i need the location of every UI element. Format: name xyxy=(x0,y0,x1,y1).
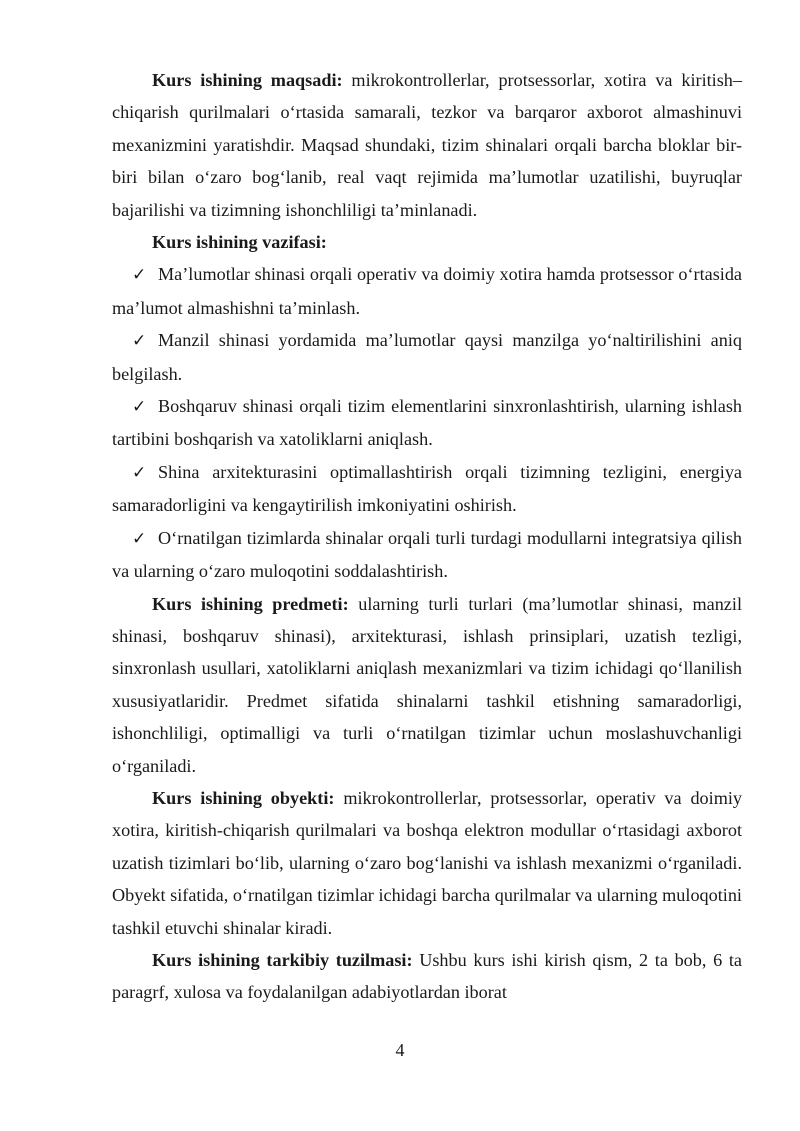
bullet-text: O‘rnatilgan tizimlarda shinalar orqali turli turdagi modullarni integratsiya qilish va ularning o‘zaro muloqotini soddalashtirish. xyxy=(112,527,742,582)
bullet-text: Shina arxitekturasini optimallashtirish orqali tizimning tezligini, energiya samaradorligini va kengaytirilish imkoniyatini oshirish. xyxy=(112,461,742,516)
paragraph-obyekti xyxy=(112,782,742,944)
checkmark-icon: ✓ xyxy=(132,331,147,352)
bullet-item xyxy=(112,522,742,588)
bullet-text: Manzil shinasi yordamida ma’lumotlar qaysi manzilga yo‘naltirilishini aniq belgilash. xyxy=(112,330,742,384)
bullet-text: Ma’lumotlar shinasi orqali operativ va doimiy xotira hamda protsessor o‘rtasida ma’lumot almashishni ta’minlash. xyxy=(112,264,742,318)
paragraph-lead: Kurs ishining predmeti: xyxy=(152,593,349,614)
paragraph-maqsadi xyxy=(112,64,742,226)
paragraph-text: mikrokontrollerlar, protsessorlar, operativ va doimiy xotira, kiritish-chiqarish qurilmalari va boshqa elektron modullar o‘rtasidagi axborot uzatish tizimlari bo‘lib, ularning o‘zaro bog‘lanishi va ishlash mexanizmi o‘rganiladi. Obyekt sifatida, o‘rnatilgan tizimlar ichidagi barcha qurilmalar va ularning muloqotini tashkil etuvchi shinalar kiradi. xyxy=(112,787,742,938)
bullet-item xyxy=(112,258,742,324)
bullet-item xyxy=(112,324,742,390)
checkmark-icon: ✓ xyxy=(132,462,147,483)
bullet-item xyxy=(112,390,742,456)
paragraph-vazifasi-heading: Kurs ishining vazifasi: xyxy=(152,232,327,253)
checkmark-icon: ✓ xyxy=(132,528,147,549)
document-page xyxy=(112,64,742,1009)
paragraph-tarkibiy xyxy=(112,944,742,1009)
bullet-text: Boshqaruv shinasi orqali tizim elementlarini sinxronlashtirish, ularning ishlash tartibini boshqarish va xatoliklarni aniqlash. xyxy=(112,396,742,450)
bullet-item xyxy=(112,456,742,522)
checkmark-icon: ✓ xyxy=(132,397,147,418)
paragraph-lead: Kurs ishining tarkibiy tuzilmasi: xyxy=(152,949,413,970)
page-number: 4 xyxy=(395,1040,405,1060)
paragraph-text: Ushbu kurs ishi kirish qism, 2 ta bob, 6 ta paragrf, xulosa va foydalanilgan adabiyotlardan iborat xyxy=(112,949,742,1003)
paragraph-text: mikrokontrollerlar, protsessorlar, xotira va kiritish–chiqarish qurilmalari o‘rtasida samarali, tezkor va barqaror axborot almashinuvi mexanizmini yaratishdir. Maqsad shundaki, tizim shinalari orqali barcha bloklar bir-biri bilan o‘zaro bog‘lanib, real vaqt rejimida ma’lumotlar uzatilishi, buyruqlar bajarilishi va tizimning ishonchliligi ta’minlanadi. xyxy=(112,70,742,220)
paragraph-lead: Kurs ishining obyekti: xyxy=(152,787,335,808)
paragraph-predmeti xyxy=(112,588,742,782)
checkmark-icon: ✓ xyxy=(132,265,147,286)
paragraph-lead: Kurs ishining maqsadi: xyxy=(152,70,343,90)
paragraph-text: ularning turli turlari (ma’lumotlar shinasi, manzil shinasi, boshqaruv shinasi), arxitekturasi, ishlash prinsiplari, uzatish tezligi, sinxronlash usullari, xatoliklarni aniqlash mexanizmlari va tizim ichidagi qo‘llanilish xususiyatlaridir. Predmet sifatida shinalarni tashkil etishning samaradorligi, ishonchliligi, optimalligi va turli o‘rnatilgan tizimlar uchun moslashuvchanligi o‘rganiladi. xyxy=(112,593,742,776)
